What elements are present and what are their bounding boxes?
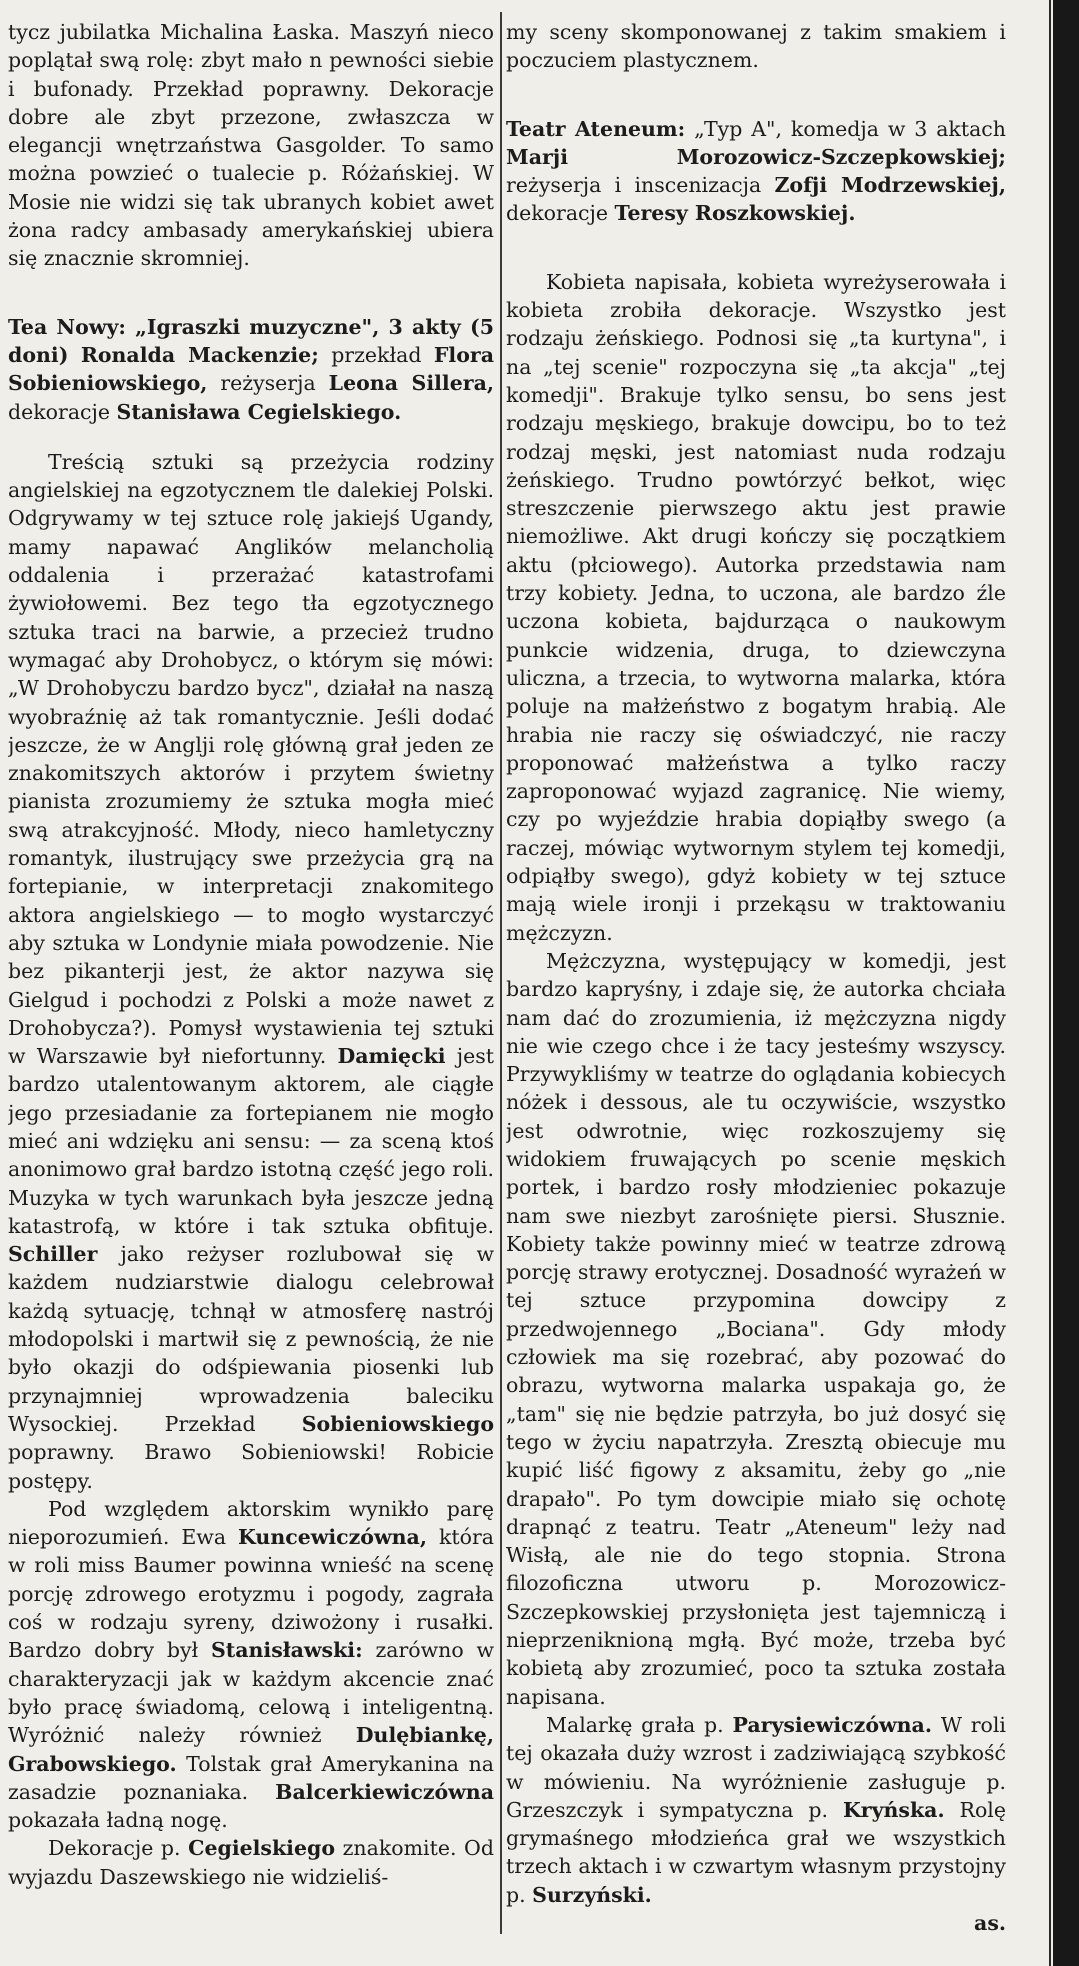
review-paragraph — [506, 947, 1006, 1711]
actor-name: Parysiewiczówna. — [732, 1712, 932, 1737]
page-edge-shadow — [1053, 0, 1079, 1966]
header-director: Leona Sillera, — [328, 371, 494, 396]
header-text: dekoracje — [506, 201, 609, 226]
actor-name: Kuncewiczówna, — [238, 1525, 427, 1550]
actor-name: Kryńska. — [842, 1797, 945, 1822]
header-text: przekład — [331, 342, 422, 367]
actor-name: Stanisławski: — [210, 1638, 363, 1663]
header-director: Zofji Modrzewskiej, — [774, 173, 1006, 198]
review-paragraph — [506, 1711, 1006, 1909]
left-column — [8, 18, 494, 1948]
section-gap — [8, 273, 494, 313]
paragraph-text: jako reżyser rozlubował się w każdem nudziarstwie dialogu celebrował każdą sytuację, tchnął w atmosferę nastrój młodopolski i martwił się z pewnością, że nie było okazji do odśpiewania piosenki lub przynajmniej wprowadzenia baleciku Wysockiej. Przekład — [8, 1242, 494, 1436]
actor-name: Dulębiankę, — [355, 1723, 494, 1748]
review-paragraph — [8, 448, 494, 1495]
header-title: Teatr Ateneum: — [506, 116, 686, 141]
section-gap — [8, 426, 494, 448]
actor-name: Balcerkiewiczówna — [275, 1779, 494, 1804]
director-name: Schiller — [8, 1242, 98, 1267]
designer-name: Cegielskiego — [188, 1836, 336, 1861]
paragraph-text: znakomite. Od wyjazdu Daszewskiego nie widzieliś- — [8, 1836, 494, 1889]
header-text: „Typ A", komedja w 3 aktach — [694, 116, 1006, 141]
translator-name: Sobieniowskiego — [301, 1411, 494, 1436]
paragraph-text: Malarkę grała p. — [546, 1712, 724, 1737]
review-paragraph — [506, 18, 1006, 75]
right-column — [506, 18, 1006, 1948]
header-author: Ronalda Mackenzie; — [80, 342, 319, 367]
paragraph-text: jest bardzo utalentowanym aktorem, ale ciągłe jego przesiadanie za fortepianem nie mogło mieć ani wdzięku ani sensu: — za sceną ktoś anonimowo grał bardzo istotną część jego roli. Muzyka w tych warunkach była jeszcze jedną katastrofą, w które i tak sztuka obfituje. — [8, 1044, 494, 1238]
header-designer: Teresy Roszkowskiej. — [614, 201, 856, 226]
header-author: Marji Morozowicz-Szczepkowskiej; — [506, 144, 1006, 169]
paragraph-text: która w roli miss Baumer powinna wnieść na scenę porcję zdrowego erotyzmu i pogody, zagrała coś w rodzaju syreny, dziwożony i rusałki. Bardzo dobry był — [8, 1525, 494, 1663]
header-text: dekoracje — [8, 399, 111, 424]
paragraph-text: Kobieta napisała, kobieta wyreżyserowała i kobieta zrobiła dekoracje. Wszystko jest rodzaju żeńskiego. Podnosi się „ta kurtyna", i na „tej scenie" rozpoczyna się „ta akcja" „tej komedji". Brakuje tylko sensu, bo sens jest rodzaju męskiego, brakuje dowcipu, bo to też rodzaj męski, jest natomiast nuda rodzaju żeńskiego. Trudno powtórzyć bełkot, więc streszczenie pierwszego aktu jest prawie niemożliwe. Akt drugi kończy się początkiem aktu (płciowego). Autorka przedstawia nam trzy kobiety. Jedna, to uczona, ale bardzo źle uczona kobieta, bajdurząca o naukowym punkcie widzenia, druga, to dziewczyna uliczna, a trzecia, to wytworna malarka, która poluje na małżeństwo z bogatym hrabią. Ale hrabia nie raczy się oświadczyć, nie raczy proponować małżeństwa a tylko raczy zaproponować wyjazd zagranicę. Nie wiemy, czy po wyjeździe hrabia dopiąłby swego (a raczej, mówiąc wytwornym stylem tej komedji, odpiąłby swego), gdyż kobiety w tej sztuce mają wiele ironji i przekąsu w traktowaniu mężczyzn. — [506, 269, 1006, 945]
signature-text: as. — [974, 1911, 1006, 1935]
paragraph-text: Rolę grymaśnego młodzieńca grał we wszystkich trzech aktach i w czwartym własnym przystojny p. — [506, 1797, 1006, 1907]
paragraph-text: poprawny. Brawo Sobieniowski! Robicie postępy. — [8, 1440, 494, 1493]
paragraph-text: Treścią sztuki są przeżycia rodziny angielskiej na egzotycznem tle dalekiej Polski. Odgrywamy w tej sztuce rolę jakiejś Ugandy, mamy napawać Anglików melancholią oddalenia i przerażać katastrofami żywiołowemi. Bez tego tła egzotycznego sztuka traci na barwie, a przecież trudno wymagać aby Drohobycz, o którym się mówi: „W Drohobyczu bardzo bycz", działał na naszą wyobraźnię aż tak romantycznie. Jeśli dodać jeszcze, że w Anglji rolę główną grał jeden ze znakomitszych aktorów i przytem świetny pianista zrozumiemy że sztuka mogła mieć swą atrakcyjność. Młody, nieco hamletyczny romantyk, ilustrujący swe przeżycia grą na fortepianie, w interpretacji znakomitego aktora angielskiego — to mogło wystarczyć aby sztuka w Londynie miała powodzenie. Nie bez pikanterji jest, że aktor nazywa się Gielgud i pochodzi z Polski a może nawet z Drohobycza?). Pomysł wystawienia tej sztuki w Warszawie był niefortunny. — [8, 449, 494, 1069]
paragraph-text: Tolstak grał Amerykanina na zasadzie poznaniaka. — [8, 1751, 494, 1804]
actor-name: Grabowskiego. — [8, 1751, 177, 1776]
paragraph-text: pokazała ładną nogę. — [8, 1808, 228, 1833]
header-designer: Stanisława Cegielskiego. — [116, 399, 402, 424]
paragraph-text: Dekoracje p. — [48, 1836, 181, 1861]
paragraph-text: tycz jubilatka Michalina Łaska. Maszyń nieco poplątał swą rolę: zbyt mało n pewności siebie i bufonady. Przekład poprawny. Dekoracje dobre ale zbyt przezone, zwłaszcza w elegancji wnętrzaństwa Gasgolder. To samo można powzieć o tualecie p. Różańskiej. W Mosie nie widzi się tak ubranych kobiet awet żona radcy ambasady amerykańskiej ubiera się znacznie skromniej. — [8, 20, 494, 271]
actor-name: Damięcki — [337, 1044, 446, 1069]
paragraph-text: Pod względem aktorskim wynikło parę nieporozumień. Ewa — [8, 1496, 494, 1550]
actor-name: Surzyński. — [532, 1882, 652, 1907]
section-gap — [506, 228, 1006, 268]
paragraph-text: zarówno w charakteryzacji jak w każdym akcencie znać było pracę świadomą, celową i inteligentną. Wyróżnić należy również — [8, 1638, 494, 1748]
paragraph-text: my sceny skomponowanej z takim smakiem i poczuciem plastycznem. — [506, 20, 1006, 73]
header-text: reżyserja — [220, 371, 316, 396]
review-paragraph — [506, 268, 1006, 947]
section-gap — [506, 75, 1006, 115]
author-signature — [506, 1909, 1006, 1937]
review-header-teatr-nowy — [8, 313, 494, 426]
review-paragraph — [8, 1495, 494, 1835]
paragraph-text: W roli tej okazała duży wzrost i zadziwiającą szybkość w mówieniu. Na wyróżnienie zasługuje p. Grzeszczyk i sympatyczna p. — [506, 1712, 1006, 1822]
page-edge-line — [1049, 0, 1051, 1966]
review-paragraph — [8, 1834, 494, 1891]
review-ending-paragraph — [8, 18, 494, 273]
column-divider — [500, 12, 502, 1934]
review-header-teatr-ateneum — [506, 115, 1006, 228]
header-title: Tea Nowy: „Igraszki muzyczne", 3 akty (5 doni) — [8, 314, 494, 367]
header-translator: Flora Sobieniowskiego, — [8, 342, 494, 396]
paragraph-text: Mężczyzna, występujący w komedji, jest bardzo kapryśny, i zdaje się, że autorka chciała nam dać do zrozumienia, iż mężczyzna nigdy nie wie czego chce i że tacy jesteśmy wszyscy. Przywykliśmy w teatrze do oglądania kobiecych nóżek i dessous, ale tu oczywiście, wszystko jest odwrotnie, więc rozkoszujemy się widokiem fruwających po scenie męskich portek, i bardzo rosły młodzieniec pokazuje nam swe niezbyt zarośnięte piersi. Słusznie. Kobiety także powinny mieć w teatrze zdrową porcję strawy erotycznej. Dosadność wyrażeń w tej sztuce przypomina dowcipy z przedwojennego „Bociana". Gdy młody człowiek ma się rozebrać, aby pozować do obrazu, wytworna malarka uspakaja go, że „tam" się nie będzie patrzyła, bo już dosyć się tego w życiu napatrzyła. Zresztą obiecuje mu kupić liść figowy z aksamitu, żeby go „nie drapało". Po tym dowcipie miało się ochotę drapnąć z teatru. Teatr „Ateneum" leży nad Wisłą, ale nie do tego stopnia. Strona filozoficzna utworu p. Morozowicz-Szczepkowskiej przysłonięta jest tajemniczą i nieprzeniknioną mgłą. Być może, trzeba być kobietą aby zrozumieć, poco ta sztuka została napisana. — [506, 948, 1006, 1709]
header-text: reżyserja i inscenizacja — [506, 173, 762, 198]
